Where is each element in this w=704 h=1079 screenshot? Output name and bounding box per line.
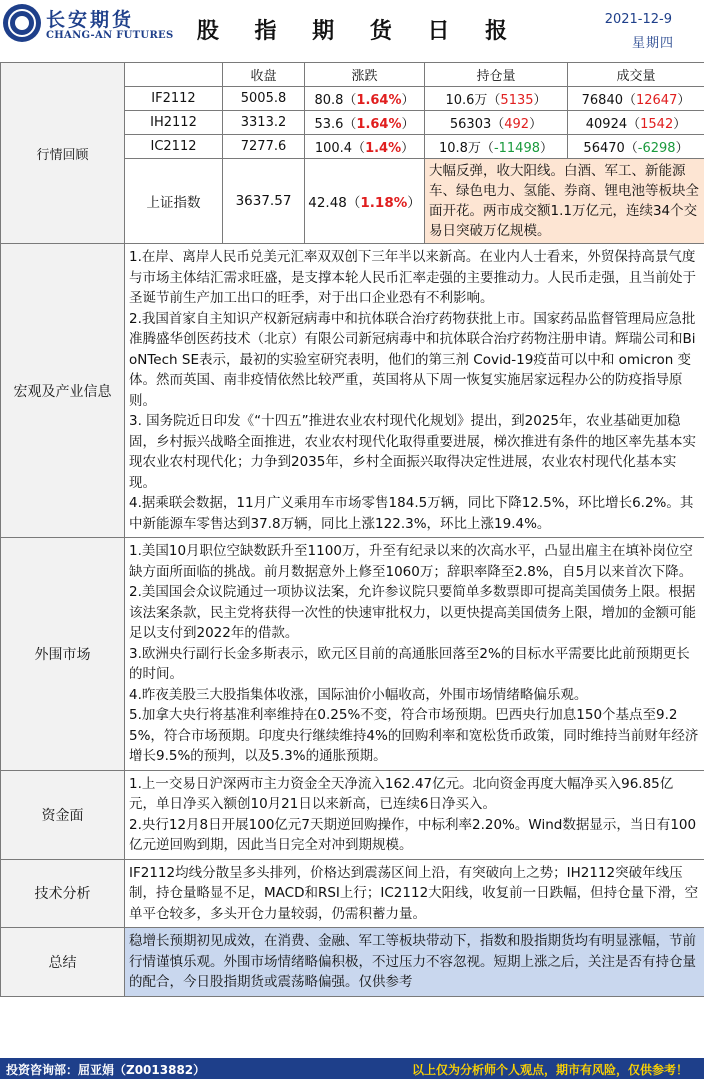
- external-section-row: [1, 538, 704, 771]
- open-interest-value: 10.8万（-11498）: [425, 135, 568, 159]
- funds-content: [125, 770, 704, 859]
- contract-name: IC2112: [125, 135, 223, 159]
- list-item: 1.在岸、离岸人民币兑美元汇率双双创下三年半以来新高。在业内人士看来，外贸保持高景气度与市场主体结汇需求旺盛，是支撑本轮人民币汇率走强的主要推动力。人民币走强，且当前处于圣诞节前生产加工出口的旺季，对于出口企业恐有不利影响。: [129, 249, 696, 306]
- list-item: 3.欧洲央行副行长金多斯表示，欧元区目前的高通胀回落至2%的目标水平需要比此前预期更长的时间。: [129, 645, 690, 682]
- market-section-label: 行情回顾: [1, 63, 125, 244]
- market-header-row: [1, 63, 704, 87]
- index-change: 42.48（1.18%）: [305, 159, 425, 244]
- volume-value: 56470（-6298）: [568, 135, 704, 159]
- report-title: 股 指 期 货 日 报: [196, 19, 522, 44]
- volume-value: 40924（1542）: [568, 111, 704, 135]
- contract-name: IF2112: [125, 87, 223, 111]
- list-item: 2.我国首家自主知识产权新冠病毒中和抗体联合治疗药物获批上市。国家药品监督管理局应急批准腾盛华创医药技术（北京）有限公司新冠病毒中和抗体联合治疗药物注册申请。辉瑞公司和BioNTech SE表示，最初的实验室研究表明，他们的第三剂 Covid-19疫苗可以中和 omicron 变体。然而英国、南非疫情依然比较严重，英国将从下周一恢复实施居家远程办公的防疫指导原则。: [129, 310, 696, 409]
- change-value: 100.4（1.4%）: [305, 135, 425, 159]
- list-item: 4.昨夜美股三大股指集体收涨，国际油价小幅收高，外围市场情绪略偏乐观。: [129, 686, 588, 703]
- list-item: 2.央行12月8日开展100亿元7天期逆回购操作，中标利率2.20%。Wind数据显示，当日有100亿元逆回购到期，因此当日完全对冲到期规模。: [129, 816, 697, 853]
- change-value: 80.8（1.64%）: [305, 87, 425, 111]
- list-item: 1.上一交易日沪深两市主力资金全天净流入162.47亿元。北向资金再度大幅净买入96.85亿元，单日净买入额创10月21日以来新高，已连续6日净买入。: [129, 775, 674, 812]
- external-section-label: 外围市场: [1, 538, 125, 771]
- report-table: [0, 62, 704, 997]
- close-value: 7277.6: [223, 135, 305, 159]
- list-item: 4.据乘联会数据，11月广义乘用车市场零售184.5万辆，同比下降12.5%，环比增长6.2%。其中新能源车零售达到37.8万辆，同比上涨122.3%，环比上涨19.4%。: [129, 495, 694, 532]
- funds-section-label: 资金面: [1, 770, 125, 859]
- open-interest-value: 10.6万（5135）: [425, 87, 568, 111]
- index-comment: 大幅反弹，收大阳线。白酒、军工、新能源车、绿色电力、氢能、券商、锂电池等板块全面开花。两市成交额1.1万亿元，连续34个交易日突破万亿规模。: [425, 159, 704, 244]
- macro-section-row: [1, 244, 704, 538]
- open-interest-value: 56303（492）: [425, 111, 568, 135]
- close-value: 3313.2: [223, 111, 305, 135]
- macro-content: [125, 244, 704, 538]
- col-header-volume: 成交量: [568, 63, 704, 87]
- col-header-open-interest: 持仓量: [425, 63, 568, 87]
- index-name: 上证指数: [125, 159, 223, 244]
- report-weekday: 星期四: [631, 36, 674, 51]
- technical-section-label: 技术分析: [1, 859, 125, 928]
- market-header-blank: [125, 63, 223, 87]
- summary-section-label: 总结: [1, 928, 125, 997]
- list-item: 5.加拿大央行将基准利率维持在0.25%不变，符合市场预期。巴西央行加息150个基点至9.25%，符合市场预期。印度央行继续维持4%的回购利率和宽松货币政策，同时维持当前财年经济增长9.5%的预判，以及5.3%的通胀预期。: [129, 707, 699, 764]
- close-value: 5005.8: [223, 87, 305, 111]
- summary-section-row: [1, 928, 704, 997]
- analyst-credit: 投资咨询部：屈亚娟（Z0013882）: [6, 1063, 206, 1077]
- report-date: 2021-12-9: [604, 12, 672, 27]
- risk-disclaimer: 以上仅为分析师个人观点，期市有风险，仅供参考！: [411, 1063, 688, 1077]
- report-header: [0, 0, 704, 62]
- change-value: 53.6（1.64%）: [305, 111, 425, 135]
- list-item: 2.美国国会众议院通过一项协议法案，允许参议院只要简单多数票即可提高美国债务上限。根据该法案条款，民主党将获得一次性的快速审批权力，以更快提高美国债务上限，增加的金额可能足以支付到2022年的借款。: [129, 584, 696, 641]
- volume-value: 76840（12647）: [568, 87, 704, 111]
- summary-content: 稳增长预期初见成效，在消费、金融、军工等板块带动下，指数和股指期货均有明显涨幅，节前行情谨慎乐观。外围市场情绪略偏积极，不过压力不容忽视。短期上涨之后，关注是否有持仓量的配合，今日股指期货或震荡略偏强。仅供参考: [125, 928, 704, 997]
- index-close: 3637.57: [223, 159, 305, 244]
- logo-chinese-name: 长安期货: [46, 9, 135, 31]
- report-footer: [0, 1058, 704, 1079]
- col-header-close: 收盘: [223, 63, 305, 87]
- technical-section-row: [1, 859, 704, 928]
- contract-name: IH2112: [125, 111, 223, 135]
- list-item: 3. 国务院近日印发《“十四五”推进农业农村现代化规划》提出，到2025年，农业基础更加稳固，乡村振兴战略全面推进，农业农村现代化取得重要进展，梯次推进有条件的地区率先基本实现农业农村现代化；力争到2035年，乡村全面振兴取得决定性进展，农业农村现代化基本实现。: [129, 413, 696, 491]
- macro-section-label: 宏观及产业信息: [1, 244, 125, 538]
- list-item: 1.美国10月职位空缺数跃升至1100万，升至有纪录以来的次高水平，凸显出雇主在填补岗位空缺方面所面临的挑战。前月数据意外上修至1060万；辞职率降至2.8%，自5月以来首次下降。: [129, 543, 693, 580]
- external-content: [125, 538, 704, 771]
- technical-content: IF2112均线分散呈多头排列，价格达到震荡区间上沿，有突破向上之势；IH2112突破年线压制，持仓量略显不足，MACD和RSI上行；IC2112大阳线，收复前一日跌幅，但持仓量下滑，空单平仓较多，多头开仓力量较弱，仍需积蓄力量。: [125, 859, 704, 928]
- funds-section-row: [1, 770, 704, 859]
- logo-english-name: CHANG-AN FUTURES: [46, 30, 174, 41]
- col-header-change: 涨跌: [305, 63, 425, 87]
